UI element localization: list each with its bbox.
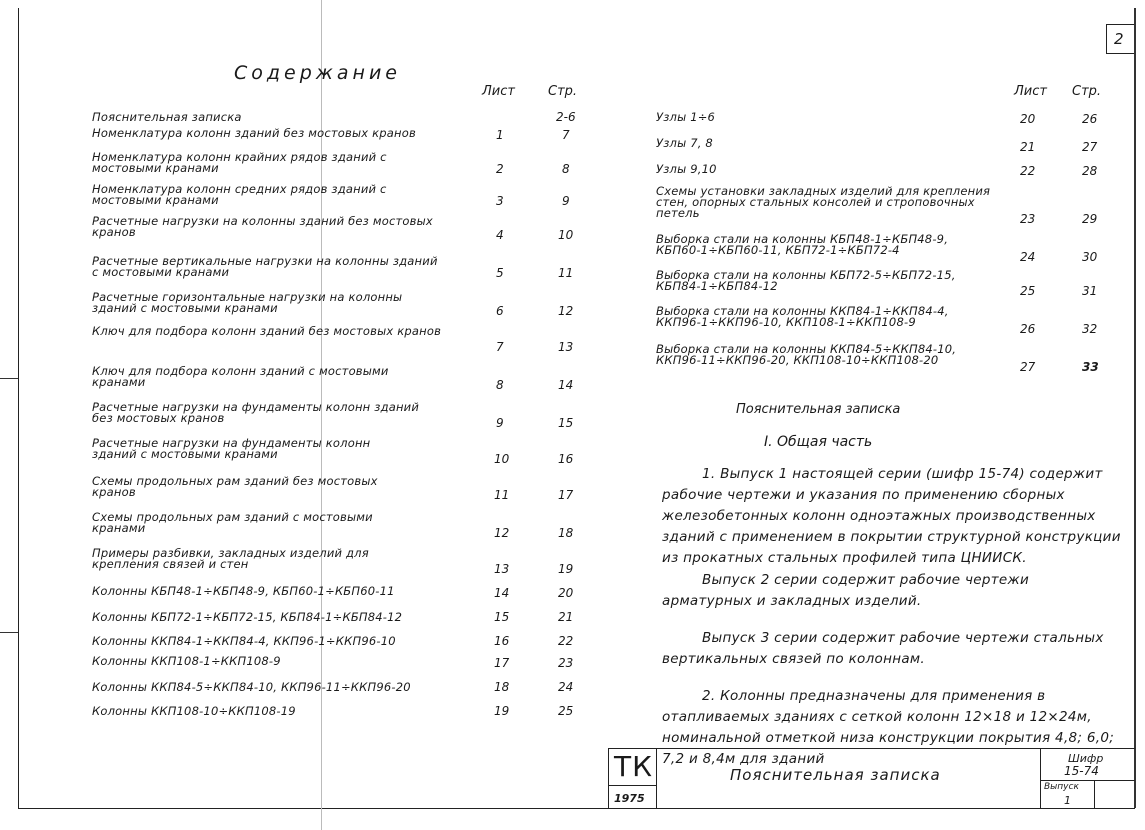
toc-entry-sheet: 10	[494, 452, 510, 466]
section-heading: I. Общая часть	[764, 434, 873, 450]
toc-entry-page: 30	[1082, 250, 1098, 264]
toc-entry-sheet: 15	[494, 610, 510, 624]
toc-entry-title: Схемы продольных рам зданий без мостовых кранов	[92, 474, 378, 499]
toc-entry-sheet: 3	[496, 194, 504, 208]
toc-entry-title: Расчетные нагрузки на фундаменты колонн зданий с мостовыми кранами	[92, 436, 371, 461]
toc-entry-page: 9	[562, 194, 570, 208]
toc-entry-title: Схемы установки закладных изделий для крепления стен, опорных стальных консолей и строповочных петель	[656, 184, 991, 220]
stamp-divider-1	[656, 748, 657, 808]
toc-entry-sheet: 9	[496, 416, 504, 430]
toc-entry-page: 26	[1082, 112, 1098, 126]
toc-entry-title: Расчетные горизонтальные нагрузки на колонны зданий с мостовыми кранами	[92, 290, 403, 315]
toc-entry-title: Расчетные нагрузки на фундаменты колонн зданий без мостовых кранов	[92, 400, 420, 425]
toc-entry-sheet: 12	[494, 526, 510, 540]
toc-entry-sheet: 20	[1020, 112, 1036, 126]
toc-entry-title: Примеры разбивки, закладных изделий для крепления связей и стен	[92, 546, 369, 571]
toc-entry-sheet: 24	[1020, 250, 1036, 264]
stamp-left-line	[608, 748, 609, 808]
toc-entry-title: Узлы 9,10	[656, 162, 717, 176]
sheet-number: 2	[1114, 30, 1124, 48]
toc-entry-page: 14	[558, 378, 574, 392]
toc-entry-sheet: 14	[494, 586, 510, 600]
toc-entry-sheet: 2	[496, 162, 504, 176]
toc-entry-title: Колонны КБП72-1÷КБП72-15, КБП84-1÷КБП84-12	[92, 610, 403, 624]
paragraph: 2. Колонны предназначены для применения в отапливаемых зданиях с сеткой колонн 12×18 и 12×24м, номинальной отметкой низа конструкции покрытия 4,8; 6,0; 7,2 и 8,4м для зданий	[662, 688, 1115, 767]
toc-entry-title: Выборка стали на колонны КБП72-5÷КБП72-15, КБП84-1÷КБП84-12	[656, 268, 956, 293]
toc-entry-page: 18	[558, 526, 574, 540]
stamp-issue: 1	[1064, 794, 1071, 807]
toc-entry-page: 2-6	[556, 110, 576, 124]
toc-entry-title: Номенклатура колонн зданий без мостовых кранов	[92, 126, 416, 140]
toc-entry-page: 29	[1082, 212, 1098, 226]
toc-entry-page: 28	[1082, 164, 1098, 178]
stamp-title: Пояснительная записка	[730, 766, 941, 784]
margin-tick-1	[0, 378, 18, 379]
toc-entry-title: Номенклатура колонн средних рядов зданий с мостовыми кранами	[92, 182, 387, 207]
right-col-sheet-header: Лист	[1014, 84, 1047, 99]
toc-entry-title: Колонны ККП108-1÷ККП108-9	[92, 654, 281, 668]
toc-entry-sheet: 13	[494, 562, 510, 576]
toc-entry-sheet: 21	[1020, 140, 1036, 154]
stamp-org: ТК	[614, 750, 653, 783]
toc-entry-page: 19	[558, 562, 574, 576]
toc-entry-title: Расчетные нагрузки на колонны зданий без мостовых кранов	[92, 214, 433, 239]
toc-entry-title: Колонны ККП84-1÷ККП84-4, ККП96-1÷ККП96-10	[92, 634, 396, 648]
toc-entry-sheet: 18	[494, 680, 510, 694]
toc-entry-sheet: 6	[496, 304, 504, 318]
toc-entry-title: Номенклатура колонн крайних рядов зданий с мостовыми кранами	[92, 150, 387, 175]
toc-entry-page: 24	[558, 680, 574, 694]
paragraph: 1. Выпуск 1 настоящей серии (шифр 15-74) содержит рабочие чертежи и указания по применению сборных железобетонных колонн одноэтажных производственных зданий с применением в покрытии структурной конструкции из прокатных стальных профилей типа ЦНИИСК.	[662, 466, 1121, 566]
toc-entry-page: 20	[558, 586, 574, 600]
toc-entry-sheet: 26	[1020, 322, 1036, 336]
toc-entry-sheet: 27	[1020, 360, 1036, 374]
toc-entry-sheet: 17	[494, 656, 510, 670]
toc-entry-title: Колонны ККП84-5÷ККП84-10, ККП96-11÷ККП96-20	[92, 680, 411, 694]
left-col-sheet-header: Лист	[482, 84, 515, 99]
toc-entry-sheet: 8	[496, 378, 504, 392]
toc-entry-page: 33	[1082, 360, 1099, 374]
note-heading: Пояснительная записка	[736, 402, 901, 417]
toc-entry-page: 17	[558, 488, 574, 502]
frame-right-edge	[1134, 8, 1136, 808]
stamp-org-line	[608, 785, 656, 786]
toc-entry-page: 22	[558, 634, 574, 648]
toc-entry-sheet: 19	[494, 704, 510, 718]
stamp-code: 15-74	[1064, 764, 1099, 778]
toc-entry-title: Ключ для подбора колонн зданий без мостовых кранов	[92, 324, 442, 338]
toc-entry-page: 21	[558, 610, 574, 624]
margin-tick-2	[0, 632, 18, 633]
toc-entry-page: 15	[558, 416, 574, 430]
toc-entry-sheet: 22	[1020, 164, 1036, 178]
toc-entry-page: 27	[1082, 140, 1098, 154]
stamp-code-line	[1040, 780, 1135, 781]
stamp-divider-2	[1040, 748, 1041, 808]
toc-entry-page: 7	[562, 128, 570, 142]
toc-entry-page: 31	[1082, 284, 1098, 298]
toc-entry-title: Пояснительная записка	[92, 110, 242, 124]
toc-entry-page: 32	[1082, 322, 1098, 336]
stamp-issue-label: Выпуск	[1044, 782, 1079, 792]
toc-entry-page: 16	[558, 452, 574, 466]
toc-entry-title: Ключ для подбора колонн зданий с мостовыми кранами	[92, 364, 389, 389]
toc-entry-sheet: 11	[494, 488, 510, 502]
toc-entry-page: 23	[558, 656, 574, 670]
stamp-code-label: Шифр	[1068, 752, 1104, 765]
toc-entry-page: 11	[558, 266, 574, 280]
toc-entry-title: Колонны ККП108-10÷ККП108-19	[92, 704, 296, 718]
toc-entry-title: Выборка стали на колонны ККП84-5÷ККП84-10, ККП96-11÷ККП96-20, ККП108-10÷ККП108-20	[656, 342, 957, 367]
stamp-divider-3	[1094, 780, 1095, 808]
toc-entry-title: Схемы продольных рам зданий с мостовыми кранами	[92, 510, 373, 535]
toc-entry-title: Выборка стали на колонны КБП48-1÷КБП48-9, КБП60-1÷КБП60-11, КБП72-1÷КБП72-4	[656, 232, 949, 257]
toc-entry-page: 8	[562, 162, 570, 176]
stamp-top-line	[608, 748, 1135, 749]
toc-entry-page: 25	[558, 704, 574, 718]
toc-entry-sheet: 4	[496, 228, 504, 242]
right-col-page-header: Стр.	[1072, 84, 1102, 99]
paragraph: Выпуск 3 серии содержит рабочие чертежи стальных вертикальных связей по колоннам.	[662, 630, 1104, 667]
toc-title: Содержание	[234, 62, 401, 84]
toc-entry-title: Расчетные вертикальные нагрузки на колонны зданий с мостовыми кранами	[92, 254, 438, 279]
stamp-year: 1975	[614, 792, 645, 805]
toc-entry-page: 12	[558, 304, 574, 318]
toc-entry-sheet: 16	[494, 634, 510, 648]
left-col-page-header: Стр.	[548, 84, 578, 99]
toc-entry-sheet: 23	[1020, 212, 1036, 226]
toc-entry-sheet: 25	[1020, 284, 1036, 298]
paragraph: Выпуск 2 серии содержит рабочие чертежи арматурных и закладных изделий.	[662, 572, 1030, 609]
toc-entry-sheet: 7	[496, 340, 504, 354]
toc-entry-title: Выборка стали на колонны ККП84-1÷ККП84-4, ККП96-1÷ККП96-10, ККП108-1÷ККП108-9	[656, 304, 949, 329]
toc-entry-page: 10	[558, 228, 574, 242]
toc-entry-sheet: 5	[496, 266, 504, 280]
toc-entry-title: Узлы 1÷6	[656, 110, 716, 124]
toc-entry-title: Колонны КБП48-1÷КБП48-9, КБП60-1÷КБП60-11	[92, 584, 395, 598]
toc-entry-page: 13	[558, 340, 574, 354]
toc-entry-title: Узлы 7, 8	[656, 136, 713, 150]
toc-entry-sheet: 1	[496, 128, 504, 142]
